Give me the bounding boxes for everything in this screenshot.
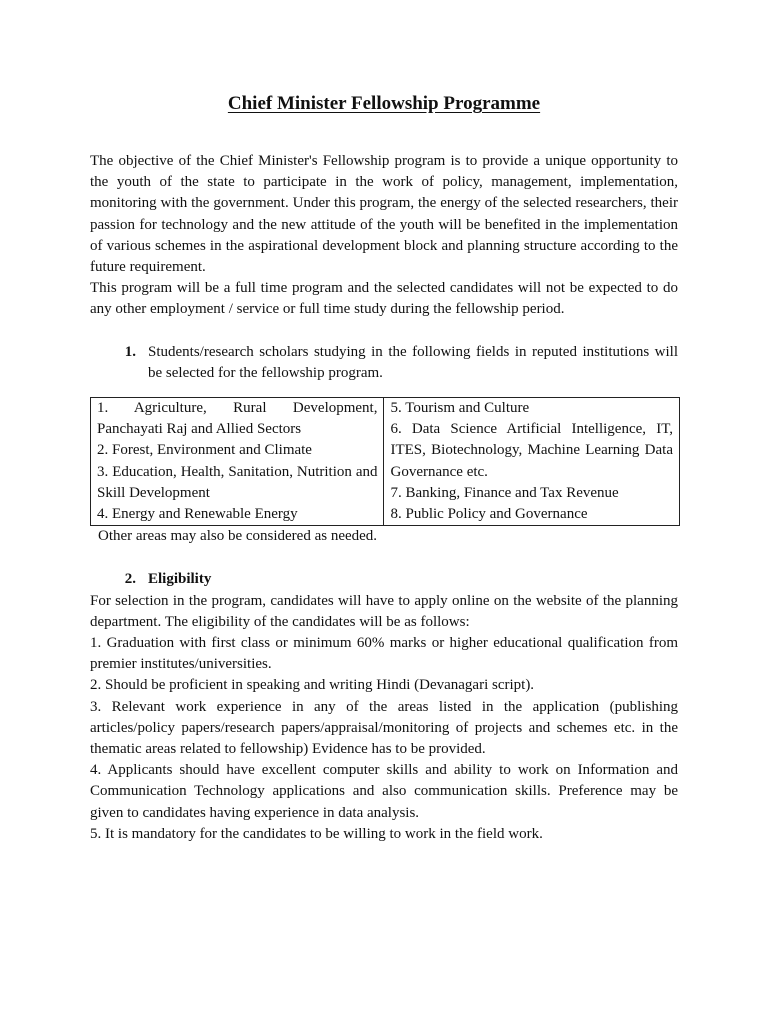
section-2-number: 2. bbox=[124, 571, 136, 588]
eligibility-item-3: 3. Relevant work experience in any of the areas listed in the application (publishing articles/policy papers/research papers/appraisal/monitoring of projects and schemes etc. in the thematic areas related to fellowship) Evidence has to be provided. bbox=[90, 698, 678, 758]
eligibility-item-2: 2. Should be proficient in speaking and writing Hindi (Devanagari script). bbox=[90, 677, 535, 694]
intro-paragraph-2: This program will be a full time program and the selected candidates will not be expected to do any other employment / service or full time study during the fellowship period. bbox=[90, 280, 678, 318]
section-1 bbox=[90, 342, 678, 384]
eligibility-item-4: 4. Applicants should have excellent computer skills and ability to work on Information and Communication Technology applications and also communication skills. Preference may be given to candidates having experience in data analysis. bbox=[90, 762, 678, 821]
table-note: Other areas may also be considered as needed. bbox=[98, 528, 378, 545]
field-item: 3. Education, Health, Sanitation, Nutrition and Skill Development bbox=[97, 463, 378, 501]
field-item: 1. Agriculture, Rural Development, Panchayati Raj and Allied Sectors bbox=[97, 400, 378, 438]
eligibility-intro: For selection in the program, candidates will have to apply online on the website of the planning department. The eligibility of the candidates will be as follows: bbox=[90, 592, 678, 630]
fields-table-left-column bbox=[91, 398, 384, 526]
field-item: 4. Energy and Renewable Energy bbox=[97, 506, 298, 523]
section-1-number: 1. bbox=[124, 343, 136, 360]
section-2-heading bbox=[90, 569, 678, 590]
field-item: 8. Public Policy and Governance bbox=[390, 506, 588, 523]
field-item: 6. Data Science Artificial Intelligence, IT, ITES, Biotechnology, Machine Learning Data Governance etc. bbox=[390, 421, 673, 480]
section-2-title: Eligibility bbox=[148, 571, 212, 588]
fields-table bbox=[90, 397, 680, 526]
eligibility-item-5: 5. It is mandatory for the candidates to be willing to work in the field work. bbox=[90, 825, 543, 842]
field-item: 5. Tourism and Culture bbox=[390, 400, 530, 417]
field-item: 7. Banking, Finance and Tax Revenue bbox=[390, 484, 619, 501]
intro-paragraph-1: The objective of the Chief Minister's Fellowship program is to provide a unique opportunity to the youth of the state to participate in the work of policy, management, implementation, monitoring with the government. Under this program, the energy of the selected researchers, their passion for technology and the new attitude of the youth will be benefited in the implementation of various schemes in the aspirational development block and planning structure according to the future requirement. bbox=[90, 153, 678, 276]
section-1-text: Students/research scholars studying in the following fields in reputed institutions will be selected for the fellowship program. bbox=[148, 343, 678, 381]
fields-table-right-column bbox=[384, 398, 680, 526]
field-item: 2. Forest, Environment and Climate bbox=[97, 442, 312, 459]
eligibility-item-1: 1. Graduation with first class or minimum 60% marks or higher educational qualification from premier institutes/universities. bbox=[90, 635, 678, 673]
document-title: Chief Minister Fellowship Programme bbox=[227, 93, 541, 114]
